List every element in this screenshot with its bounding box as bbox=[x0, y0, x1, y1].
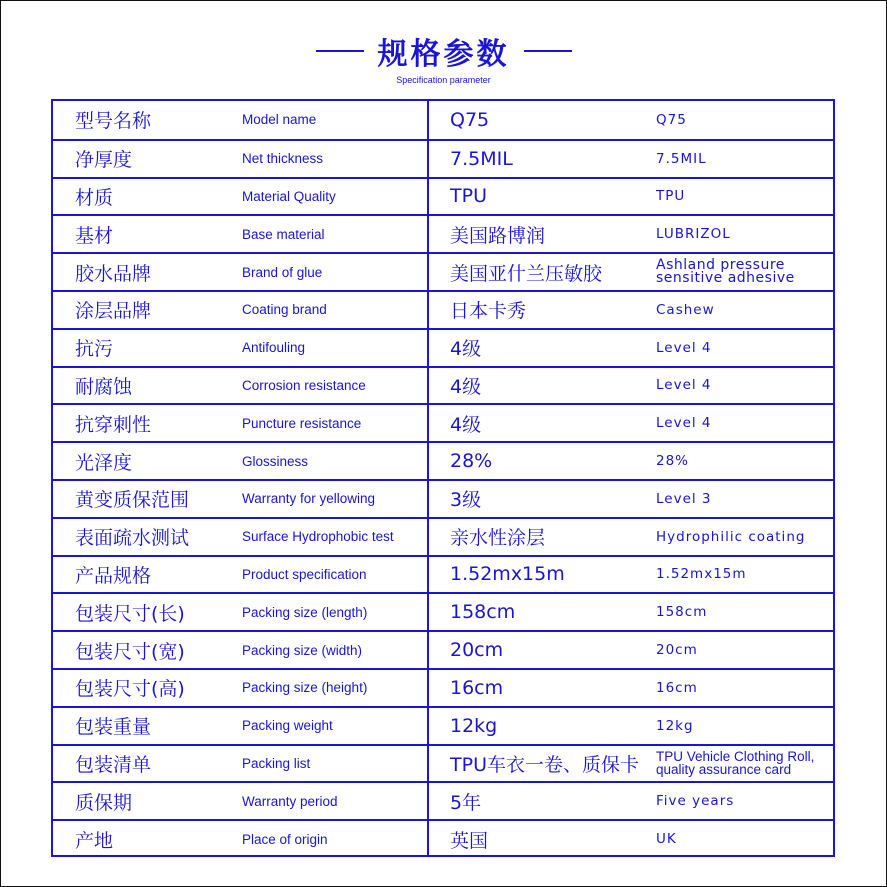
param-name-zh: 包装尺寸(宽) bbox=[75, 640, 185, 663]
param-name-zh: 基材 bbox=[75, 224, 114, 247]
param-name-en: Material Quality bbox=[242, 188, 336, 204]
table-row bbox=[53, 517, 833, 555]
table-row bbox=[53, 214, 833, 252]
table-row bbox=[53, 139, 833, 177]
param-name-en: Base material bbox=[242, 226, 325, 242]
param-value-en: 1.52mx15m bbox=[656, 566, 747, 583]
param-value-en: 12kg bbox=[656, 717, 694, 734]
param-value-zh: 7.5MIL bbox=[450, 147, 513, 170]
param-value-en: TPU bbox=[656, 188, 686, 205]
param-value-zh: TPU车衣一卷、质保卡 bbox=[450, 753, 639, 776]
param-name-zh: 涂层品牌 bbox=[75, 300, 152, 323]
param-name-zh: 包装清单 bbox=[75, 753, 152, 776]
table-row bbox=[53, 252, 833, 290]
table-row bbox=[53, 290, 833, 328]
param-value-en: 158cm bbox=[656, 604, 708, 621]
param-name-en: Packing list bbox=[242, 755, 311, 771]
table-row bbox=[53, 403, 833, 441]
param-value-zh: 4级 bbox=[450, 375, 482, 398]
param-value-en: 16cm bbox=[656, 679, 698, 696]
param-value-zh: 日本卡秀 bbox=[450, 300, 527, 323]
table-row bbox=[53, 668, 833, 706]
param-name-en: Packing size (width) bbox=[242, 642, 363, 658]
param-name-zh: 型号名称 bbox=[75, 110, 152, 133]
table-row bbox=[53, 366, 833, 404]
param-name-en: Packing size (height) bbox=[242, 680, 368, 696]
param-value-zh: 28% bbox=[450, 450, 493, 473]
table-row bbox=[53, 630, 833, 668]
param-value-zh: 美国亚什兰压敏胶 bbox=[450, 262, 603, 285]
param-value-en: Level 4 bbox=[656, 339, 712, 356]
param-value-zh: 5年 bbox=[450, 791, 482, 814]
param-name-zh: 抗污 bbox=[75, 338, 114, 361]
title-row bbox=[0, 28, 887, 74]
param-value-en: 20cm bbox=[656, 642, 698, 659]
page-subtitle: Specification parameter bbox=[396, 75, 491, 85]
param-value-en: Level 4 bbox=[656, 415, 712, 432]
table-row bbox=[53, 592, 833, 630]
param-name-en: Antifouling bbox=[242, 340, 306, 356]
param-name-zh: 光泽度 bbox=[75, 451, 133, 474]
param-value-en: TPU Vehicle Clothing Roll, quality assurance card bbox=[656, 749, 815, 778]
table-row bbox=[53, 441, 833, 479]
table-row bbox=[53, 744, 833, 782]
param-value-zh: TPU bbox=[450, 185, 487, 208]
page-title: 规格参数 bbox=[377, 37, 510, 72]
param-value-zh: 亲水性涂层 bbox=[450, 527, 546, 550]
param-value-zh: 4级 bbox=[450, 338, 482, 361]
param-value-zh: 4级 bbox=[450, 413, 482, 436]
param-name-zh: 净厚度 bbox=[75, 149, 133, 172]
param-value-en: Q75 bbox=[656, 111, 687, 128]
param-value-zh: 158cm bbox=[450, 601, 516, 624]
param-value-en: LUBRIZOL bbox=[656, 226, 731, 243]
param-value-en: Cashew bbox=[656, 301, 715, 318]
param-value-zh: 1.52mx15m bbox=[450, 563, 565, 586]
param-name-zh: 黄变质保范围 bbox=[75, 489, 190, 512]
param-name-zh: 包装尺寸(长) bbox=[75, 602, 185, 625]
param-name-zh: 包装重量 bbox=[75, 716, 152, 739]
param-value-en: Hydrophilic coating bbox=[656, 528, 806, 545]
param-name-zh: 材质 bbox=[75, 186, 114, 209]
table-row bbox=[53, 781, 833, 819]
param-value-en: Ashland pressure sensitive adhesive bbox=[656, 257, 795, 287]
param-value-zh: 英国 bbox=[450, 829, 489, 852]
param-value-zh: 20cm bbox=[450, 639, 504, 662]
param-value-en: 7.5MIL bbox=[656, 150, 707, 167]
param-value-zh: 3级 bbox=[450, 489, 482, 512]
param-name-zh: 产品规格 bbox=[75, 564, 152, 587]
param-name-en: Warranty period bbox=[242, 793, 338, 809]
param-name-zh: 包装尺寸(高) bbox=[75, 678, 185, 701]
param-value-en: 28% bbox=[656, 453, 690, 470]
param-name-en: Model name bbox=[242, 112, 317, 128]
title-line-left bbox=[316, 50, 364, 52]
param-name-en: Packing weight bbox=[242, 718, 333, 734]
param-value-en: Five years bbox=[656, 793, 735, 810]
param-value-zh: 美国路博润 bbox=[450, 224, 546, 247]
param-name-en: Product specification bbox=[242, 566, 367, 582]
param-value-zh: Q75 bbox=[450, 108, 490, 131]
title-line-right bbox=[524, 50, 572, 52]
table-row bbox=[53, 819, 833, 857]
param-name-zh: 质保期 bbox=[75, 791, 133, 814]
param-name-en: Net thickness bbox=[242, 151, 324, 167]
param-name-zh: 抗穿刺性 bbox=[75, 413, 152, 436]
param-name-en: Place of origin bbox=[242, 831, 328, 847]
param-name-zh: 胶水品牌 bbox=[75, 262, 152, 285]
param-value-zh: 12kg bbox=[450, 714, 498, 737]
param-name-en: Packing size (length) bbox=[242, 604, 368, 620]
param-name-en: Brand of glue bbox=[242, 264, 323, 280]
param-name-en: Glossiness bbox=[242, 453, 309, 469]
param-value-en: UK bbox=[656, 831, 677, 848]
param-value-zh: 16cm bbox=[450, 676, 504, 699]
param-name-en: Surface Hydrophobic test bbox=[242, 529, 394, 545]
table-row bbox=[53, 555, 833, 593]
table-row bbox=[53, 706, 833, 744]
table-row bbox=[53, 328, 833, 366]
param-value-en: Level 3 bbox=[656, 490, 712, 507]
table-row bbox=[53, 479, 833, 517]
param-name-zh: 表面疏水测试 bbox=[75, 527, 190, 550]
param-name-en: Puncture resistance bbox=[242, 415, 362, 431]
table-row bbox=[53, 177, 833, 215]
param-name-zh: 产地 bbox=[75, 829, 114, 852]
param-name-en: Corrosion resistance bbox=[242, 377, 366, 393]
header bbox=[0, 28, 887, 90]
param-name-en: Coating brand bbox=[242, 302, 327, 318]
param-value-en: Level 4 bbox=[656, 377, 712, 394]
spec-table bbox=[51, 99, 835, 857]
table-row bbox=[53, 101, 833, 139]
param-name-zh: 耐腐蚀 bbox=[75, 375, 133, 398]
param-name-en: Warranty for yellowing bbox=[242, 491, 376, 507]
